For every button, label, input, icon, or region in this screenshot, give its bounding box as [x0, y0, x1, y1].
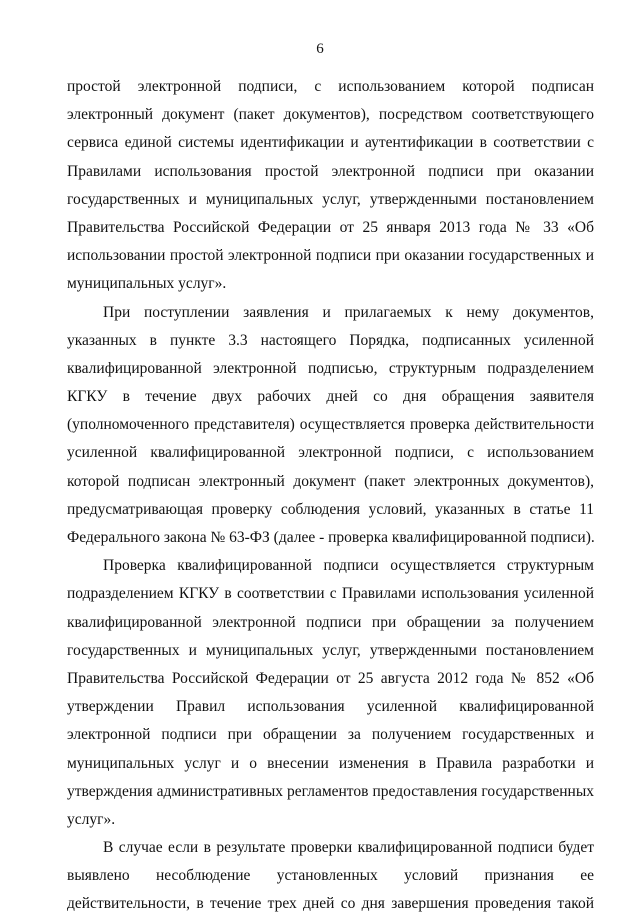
- text-line: Правилами использования простой электронной подписи при оказании: [67, 162, 594, 180]
- paragraph: [67, 834, 594, 919]
- text-line: утверждения административных регламентов предоставления государственных: [67, 782, 594, 800]
- paragraph: [67, 299, 594, 553]
- text-line: Федерального закона № 63-ФЗ (далее - проверка квалифицированной подписи).: [67, 529, 595, 546]
- text-line: В случае если в результате проверки квалифицированной подписи будет: [103, 839, 594, 857]
- paragraph: [67, 73, 594, 299]
- text-line: выявлено несоблюдение установленных условий признания ее: [67, 867, 594, 885]
- text-line: При поступлении заявления и прилагаемых к нему документов,: [103, 303, 594, 321]
- text-line: квалифицированной электронной подписью, структурным подразделением: [67, 359, 594, 377]
- text-line: муниципальных услуг».: [67, 275, 227, 293]
- text-line: подразделением КГКУ в соответствии с Правилами использования усиленной: [67, 585, 594, 603]
- paragraph: [67, 552, 594, 834]
- text-line: услуг».: [67, 810, 116, 828]
- text-line: государственных и муниципальных услуг, утвержденными постановлением: [67, 641, 594, 659]
- page-number: 6: [316, 41, 324, 57]
- text-line: муниципальных услуг и о внесении изменения в Правила разработки и: [67, 754, 594, 772]
- text-line: использовании простой электронной подписи при оказании государственных и: [67, 247, 594, 265]
- text-line: утверждении Правил использования усиленной квалифицированной: [67, 698, 594, 716]
- text-line: указанных в пункте 3.3 настоящего Порядка, подписанных усиленной: [67, 331, 594, 349]
- text-line: сервиса единой системы идентификации и аутентификации в соответствии с: [67, 134, 594, 152]
- text-line: Проверка квалифицированной подписи осуществляется структурным: [103, 557, 594, 575]
- text-line: простой электронной подписи, с использованием которой подписан: [67, 78, 594, 95]
- text-line: действительности, в течение трех дней со дня завершения проведения такой: [67, 895, 594, 913]
- document-body: [67, 73, 594, 919]
- text-line: электронной подписи при обращении за получением государственных и: [67, 726, 594, 744]
- text-line: электронный документ (пакет документов), посредством соответствующего: [67, 106, 594, 124]
- text-line: Правительства Российской Федерации от 25 января 2013 года № 33 «Об: [67, 218, 594, 236]
- text-line: (уполномоченного представителя) осуществляется проверка действительности: [67, 416, 594, 434]
- text-line: предусматривающая проверку соблюдения условий, указанных в статье 11: [67, 500, 594, 518]
- text-line: Правительства Российской Федерации от 25 августа 2012 года № 852 «Об: [67, 669, 594, 687]
- text-line: усиленной квалифицированной электронной подписи, с использованием: [67, 444, 594, 462]
- text-line: государственных и муниципальных услуг, утвержденными постановлением: [67, 190, 594, 208]
- text-line: квалифицированной электронной подписи при обращении за получением: [67, 613, 594, 631]
- text-line: КГКУ в течение двух рабочих дней со дня обращения заявителя: [67, 388, 594, 406]
- text-line: которой подписан электронный документ (пакет электронных документов),: [67, 472, 594, 490]
